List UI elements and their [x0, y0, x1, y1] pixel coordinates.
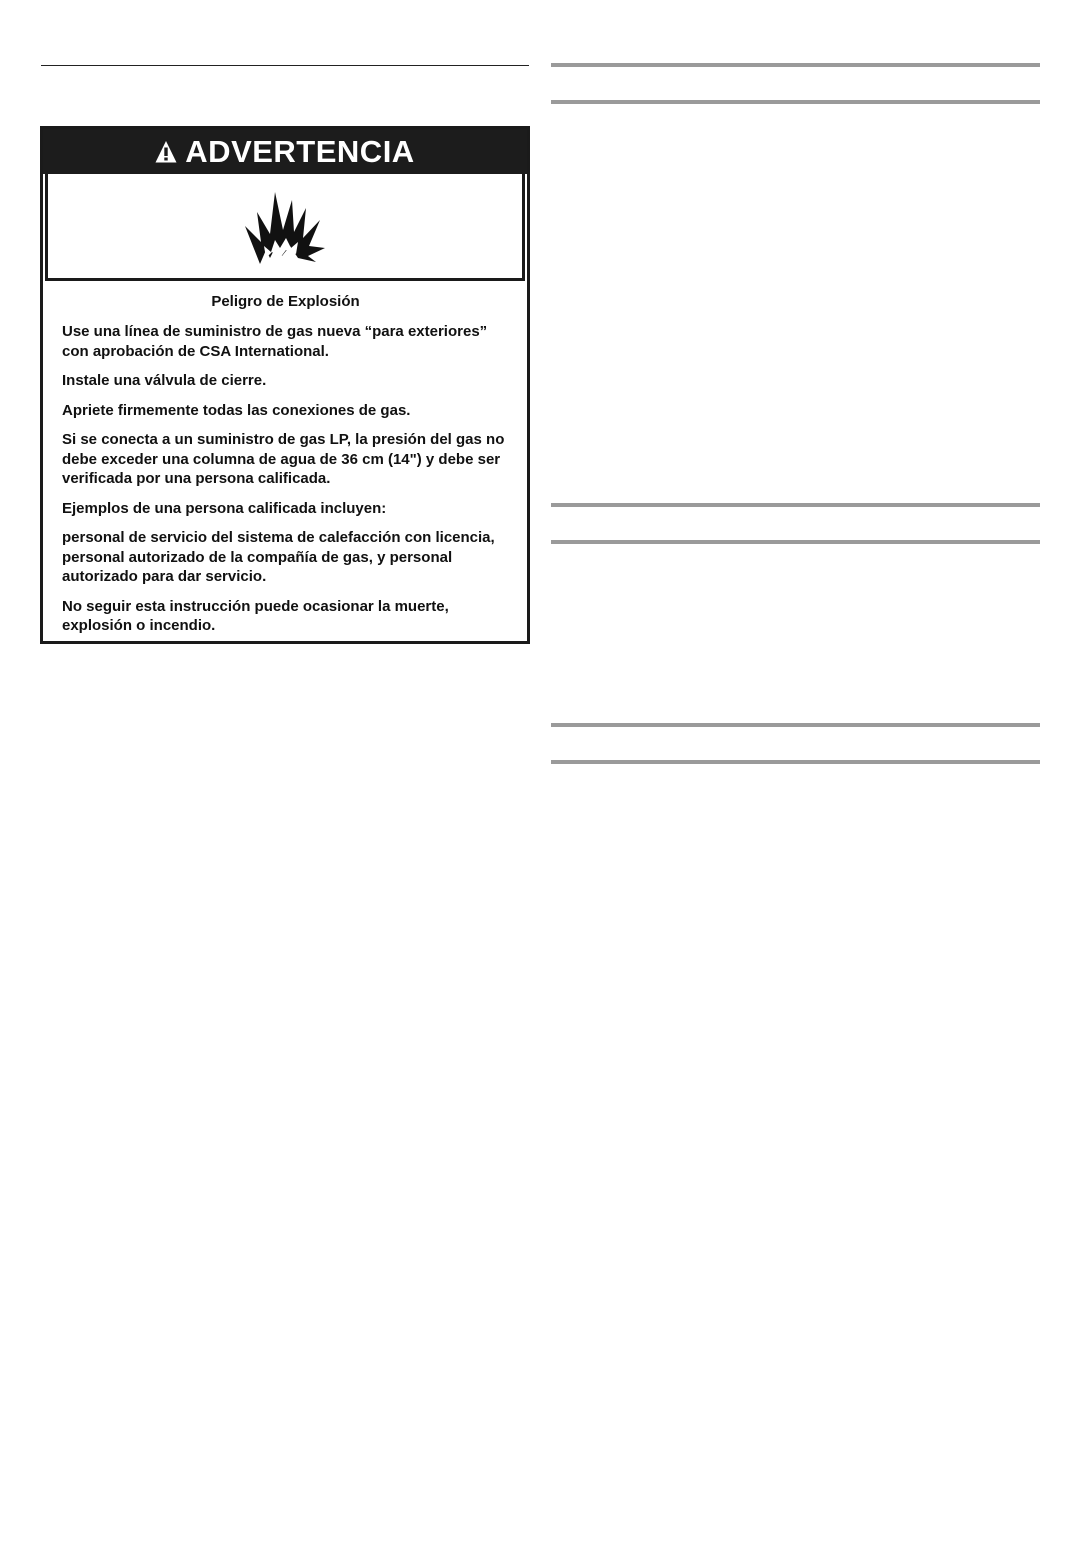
warning-paragraph: personal de servicio del sistema de calefacción con licencia, personal autorizado de la compañía de gas, y personal autorizado para dar servicio.: [62, 529, 495, 585]
right-section-rule-2-bottom: [551, 540, 1040, 544]
warning-triangle-icon: [155, 140, 177, 164]
warning-paragraph: No seguir esta instrucción puede ocasionar la muerte, explosión o incendio.: [62, 597, 449, 634]
hazard-heading: Peligro de Explosión: [211, 293, 360, 310]
hazard-symbol-panel: [45, 174, 525, 281]
left-column-top-rule: [41, 65, 529, 66]
right-section-rule-2-top: [551, 503, 1040, 507]
warning-label: [40, 126, 530, 644]
right-section-rule-3-top: [551, 723, 1040, 727]
warning-paragraph: Apriete firmemente todas las conexiones de gas.: [62, 401, 411, 419]
warning-body: [43, 281, 527, 636]
warning-paragraph: Use una línea de suministro de gas nueva “para exteriores” con aprobación de CSA International.: [62, 323, 488, 360]
warning-header: [43, 129, 527, 174]
warning-title: ADVERTENCIA: [185, 134, 415, 169]
right-section-rule-3-bottom: [551, 760, 1040, 764]
right-section-rule-1-bottom: [551, 100, 1040, 104]
right-section-rule-1-top: [551, 63, 1040, 67]
warning-paragraph: Instale una válvula de cierre.: [62, 372, 267, 389]
warning-paragraph: Ejemplos de una persona calificada incluyen:: [62, 499, 387, 517]
explosion-icon: [242, 186, 328, 266]
warning-paragraph: Si se conecta a un suministro de gas LP, la presión del gas no debe exceder una columna de agua de 36 cm (14") y debe ser verificada por una persona calificada.: [62, 431, 505, 487]
